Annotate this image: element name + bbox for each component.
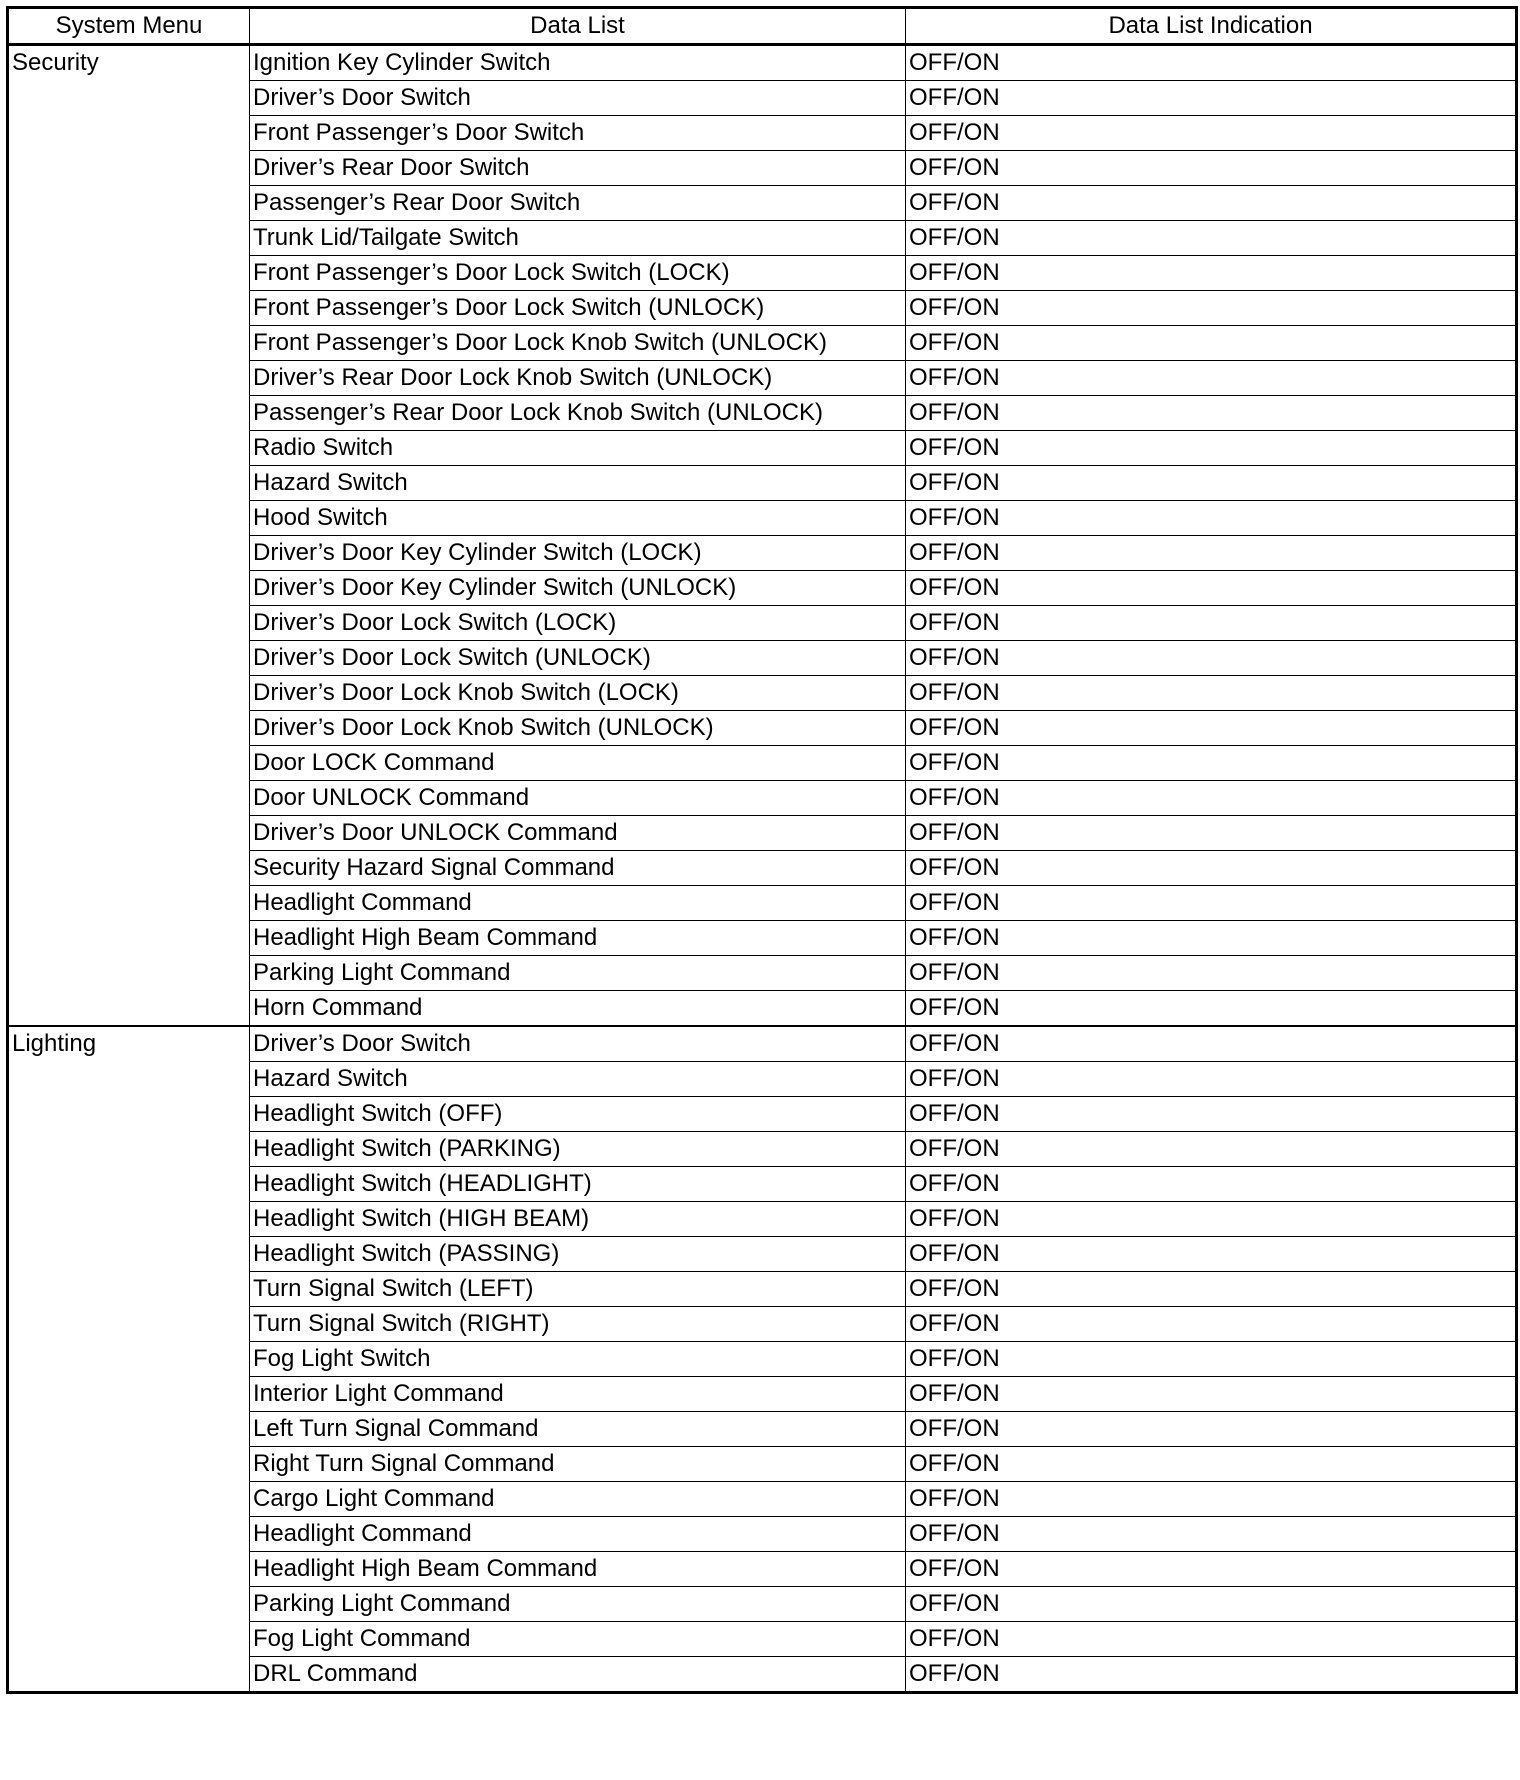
data-list-indication-cell: OFF/ON — [906, 326, 1517, 361]
data-list-indication-cell: OFF/ON — [906, 431, 1517, 466]
data-list-indication-cell: OFF/ON — [906, 676, 1517, 711]
data-list-indication-cell: OFF/ON — [906, 1132, 1517, 1167]
data-list-indication-cell: OFF/ON — [906, 1026, 1517, 1062]
table-body — [8, 45, 1517, 1693]
data-list-indication-cell: OFF/ON — [906, 886, 1517, 921]
data-list-cell: Driver’s Door Lock Switch (LOCK) — [250, 606, 906, 641]
data-list-indication-cell: OFF/ON — [906, 221, 1517, 256]
data-list-cell: Headlight Command — [250, 1517, 906, 1552]
data-list-indication-cell: OFF/ON — [906, 1377, 1517, 1412]
data-list-indication-cell: OFF/ON — [906, 816, 1517, 851]
data-list-cell: Parking Light Command — [250, 1587, 906, 1622]
data-list-cell: Driver’s Door Lock Knob Switch (LOCK) — [250, 676, 906, 711]
data-list-cell: Horn Command — [250, 991, 906, 1027]
data-list-cell: DRL Command — [250, 1657, 906, 1693]
data-list-indication-cell: OFF/ON — [906, 1657, 1517, 1693]
data-list-cell: Driver’s Door Key Cylinder Switch (LOCK) — [250, 536, 906, 571]
data-list-indication-cell: OFF/ON — [906, 1482, 1517, 1517]
data-list-cell: Driver’s Door Switch — [250, 81, 906, 116]
header-data-list: Data List — [250, 8, 906, 45]
data-list-indication-cell: OFF/ON — [906, 1062, 1517, 1097]
data-list-cell: Radio Switch — [250, 431, 906, 466]
data-list-cell: Driver’s Rear Door Lock Knob Switch (UNLOCK) — [250, 361, 906, 396]
data-list-indication-cell: OFF/ON — [906, 1517, 1517, 1552]
data-list-indication-cell: OFF/ON — [906, 1552, 1517, 1587]
data-list-indication-cell: OFF/ON — [906, 361, 1517, 396]
data-list-cell: Right Turn Signal Command — [250, 1447, 906, 1482]
data-list-cell: Cargo Light Command — [250, 1482, 906, 1517]
data-list-cell: Driver’s Rear Door Switch — [250, 151, 906, 186]
data-list-indication-cell: OFF/ON — [906, 1202, 1517, 1237]
data-list-indication-cell: OFF/ON — [906, 186, 1517, 221]
data-list-cell: Headlight High Beam Command — [250, 921, 906, 956]
data-list-cell: Headlight Command — [250, 886, 906, 921]
data-list-indication-cell: OFF/ON — [906, 1237, 1517, 1272]
data-list-indication-cell: OFF/ON — [906, 921, 1517, 956]
system-menu-cell: Lighting — [8, 1026, 250, 1693]
data-list-cell: Headlight Switch (OFF) — [250, 1097, 906, 1132]
data-list-indication-cell: OFF/ON — [906, 571, 1517, 606]
data-list-indication-cell: OFF/ON — [906, 536, 1517, 571]
data-list-cell: Turn Signal Switch (LEFT) — [250, 1272, 906, 1307]
data-list-indication-cell: OFF/ON — [906, 746, 1517, 781]
data-list-cell: Headlight Switch (PASSING) — [250, 1237, 906, 1272]
data-list-cell: Driver’s Door Lock Switch (UNLOCK) — [250, 641, 906, 676]
header-row — [8, 8, 1517, 45]
data-list-indication-cell: OFF/ON — [906, 991, 1517, 1027]
data-list-cell: Front Passenger’s Door Lock Switch (UNLOCK) — [250, 291, 906, 326]
data-list-indication-cell: OFF/ON — [906, 606, 1517, 641]
header-data-list-indication: Data List Indication — [906, 8, 1517, 45]
data-list-cell: Driver’s Door Lock Knob Switch (UNLOCK) — [250, 711, 906, 746]
data-list-cell: Trunk Lid/Tailgate Switch — [250, 221, 906, 256]
data-list-cell: Door UNLOCK Command — [250, 781, 906, 816]
data-list-indication-cell: OFF/ON — [906, 711, 1517, 746]
data-list-indication-cell: OFF/ON — [906, 1447, 1517, 1482]
data-list-cell: Parking Light Command — [250, 956, 906, 991]
data-list-indication-cell: OFF/ON — [906, 116, 1517, 151]
data-list-cell: Passenger’s Rear Door Switch — [250, 186, 906, 221]
data-list-indication-cell: OFF/ON — [906, 1342, 1517, 1377]
data-list-cell: Hood Switch — [250, 501, 906, 536]
table-row — [8, 1026, 1517, 1062]
system-menu-cell: Security — [8, 45, 250, 1027]
data-list-indication-cell: OFF/ON — [906, 1622, 1517, 1657]
data-list-cell: Turn Signal Switch (RIGHT) — [250, 1307, 906, 1342]
data-list-indication-cell: OFF/ON — [906, 1412, 1517, 1447]
data-list-cell: Left Turn Signal Command — [250, 1412, 906, 1447]
data-list-cell: Hazard Switch — [250, 466, 906, 501]
data-list-indication-cell: OFF/ON — [906, 291, 1517, 326]
data-list-indication-cell: OFF/ON — [906, 851, 1517, 886]
data-list-cell: Passenger’s Rear Door Lock Knob Switch (UNLOCK) — [250, 396, 906, 431]
data-list-cell: Front Passenger’s Door Lock Switch (LOCK) — [250, 256, 906, 291]
data-list-indication-cell: OFF/ON — [906, 256, 1517, 291]
data-list-indication-cell: OFF/ON — [906, 1272, 1517, 1307]
data-list-cell: Driver’s Door Key Cylinder Switch (UNLOCK) — [250, 571, 906, 606]
header-system-menu: System Menu — [8, 8, 250, 45]
data-list-indication-cell: OFF/ON — [906, 151, 1517, 186]
data-list-cell: Door LOCK Command — [250, 746, 906, 781]
data-list-indication-cell: OFF/ON — [906, 641, 1517, 676]
data-list-cell: Headlight Switch (HEADLIGHT) — [250, 1167, 906, 1202]
data-list-cell: Front Passenger’s Door Switch — [250, 116, 906, 151]
data-list-cell: Headlight Switch (HIGH BEAM) — [250, 1202, 906, 1237]
data-list-cell: Hazard Switch — [250, 1062, 906, 1097]
data-list-cell: Headlight Switch (PARKING) — [250, 1132, 906, 1167]
data-list-indication-cell: OFF/ON — [906, 1097, 1517, 1132]
data-list-indication-cell: OFF/ON — [906, 956, 1517, 991]
data-list-indication-cell: OFF/ON — [906, 1167, 1517, 1202]
data-list-indication-cell: OFF/ON — [906, 1307, 1517, 1342]
data-list-indication-cell: OFF/ON — [906, 466, 1517, 501]
data-list-cell: Front Passenger’s Door Lock Knob Switch (UNLOCK) — [250, 326, 906, 361]
data-list-indication-cell: OFF/ON — [906, 396, 1517, 431]
data-list-indication-cell: OFF/ON — [906, 501, 1517, 536]
data-list-table — [6, 6, 1518, 1694]
data-list-indication-cell: OFF/ON — [906, 81, 1517, 116]
data-list-cell: Fog Light Command — [250, 1622, 906, 1657]
data-list-indication-cell: OFF/ON — [906, 781, 1517, 816]
data-list-cell: Headlight High Beam Command — [250, 1552, 906, 1587]
data-list-cell: Interior Light Command — [250, 1377, 906, 1412]
data-list-indication-cell: OFF/ON — [906, 45, 1517, 81]
data-list-cell: Security Hazard Signal Command — [250, 851, 906, 886]
data-list-indication-cell: OFF/ON — [906, 1587, 1517, 1622]
table-row — [8, 45, 1517, 81]
data-list-cell: Fog Light Switch — [250, 1342, 906, 1377]
data-list-cell: Ignition Key Cylinder Switch — [250, 45, 906, 81]
data-list-cell: Driver’s Door Switch — [250, 1026, 906, 1062]
data-list-cell: Driver’s Door UNLOCK Command — [250, 816, 906, 851]
